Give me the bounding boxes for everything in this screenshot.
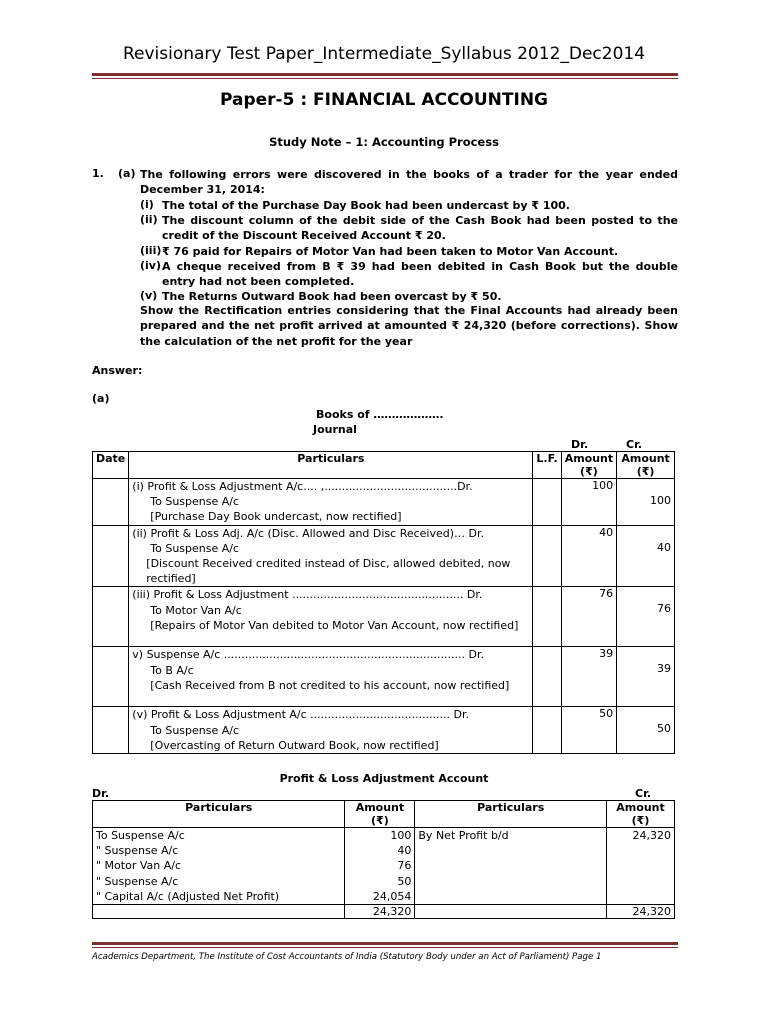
cr-amount: 50 [617, 707, 675, 754]
lf-cell [533, 587, 561, 647]
particulars-cell [129, 587, 533, 647]
question-intro: The following errors were discovered in the books of a trader for the year ended December 31, 2014: [140, 168, 678, 197]
error-text: A cheque received from B ₹ 39 had been debited in Cash Book but the double entry had not been completed. [162, 260, 678, 289]
credit-amount: 24,320 [632, 829, 671, 842]
dr-amount: 40 [561, 525, 616, 587]
question-number: 1. [92, 167, 104, 180]
amount-dr-header: Amount (₹) [561, 452, 616, 479]
debit-amount: 100 [390, 829, 412, 842]
credit-amounts [607, 828, 675, 905]
total-left-label [93, 905, 345, 919]
question-part: (a) [118, 167, 136, 180]
cr-amount: 40 [617, 525, 675, 587]
entry-debit-line: (iii) Profit & Loss Adjustment ................................................. Dr. [132, 588, 483, 602]
particulars-cell [129, 707, 533, 754]
entry-narration: [Discount Received credited instead of Disc, allowed debited, now rectified] [146, 557, 511, 586]
pl-cr-label: Cr. [635, 787, 652, 800]
entry-debit-line: v) Suspense A/c ..................................................................... Dr. [132, 648, 484, 662]
error-text: The Returns Outward Book had been overcast by ₹ 50. [162, 290, 502, 303]
entry-credit-line: To Suspense A/c [150, 723, 240, 737]
particulars-cell [129, 479, 533, 526]
lf-cell [533, 707, 561, 754]
paper-title: Paper-5 : FINANCIAL ACCOUNTING [219, 90, 549, 110]
entry-credit-line: To Suspense A/c [150, 495, 240, 509]
journal-entry-row [93, 647, 675, 707]
credit-particulars [415, 828, 607, 905]
entry-narration: [Cash Received from B not credited to his account, now rectified] [150, 678, 510, 692]
debit-particulars [93, 828, 345, 905]
credit-item: By Net Profit b/d [418, 829, 509, 842]
footer-rule [92, 942, 678, 945]
cr-amount: 39 [617, 647, 675, 707]
pl-body-row [93, 828, 675, 905]
lf-header: L.F. [533, 452, 561, 479]
error-text: The discount column of the debit side of the Cash Book had been posted to the credit of the Discount Received Account ₹ 20. [162, 214, 678, 243]
error-text: ₹ 76 paid for Repairs of Motor Van had been taken to Motor Van Account. [162, 245, 619, 258]
header-rule [92, 73, 678, 76]
particulars-right-header: Particulars [415, 801, 607, 828]
entry-debit-line: (ii) Profit & Loss Adj. A/c (Disc. Allowed and Disc Received)… Dr. [132, 526, 485, 540]
journal-entry-row [93, 479, 675, 526]
lf-cell [533, 647, 561, 707]
journal-header-row [93, 452, 675, 479]
dr-amount: 50 [561, 707, 616, 754]
amount-left-header: Amount (₹) [345, 801, 415, 828]
journal-cr-label: Cr. [626, 438, 643, 451]
journal-entry-row [93, 525, 675, 587]
entry-narration: [Purchase Day Book undercast, now rectified] [150, 510, 402, 524]
entry-debit-line: (v) Profit & Loss Adjustment A/c ........................................ Dr. [132, 708, 470, 722]
page-footer: Academics Department, The Institute of Cost Accountants of India (Statutory Body under an Act of Parliament) Page 1 [92, 952, 602, 962]
debit-amounts [345, 828, 415, 905]
pl-adjustment-table [92, 800, 675, 919]
entry-credit-line: To Suspense A/c [150, 541, 240, 555]
journal-entry-row [93, 587, 675, 647]
debit-item: " Suspense A/c [96, 874, 179, 888]
question-instruction: Show the Rectification entries considering that the Final Accounts had already been prepared and the net profit arrived at amounted ₹ 24,320 (before corrections). Show the calculation of the net profit for the year [140, 304, 678, 348]
pl-account-title: Profit & Loss Adjustment Account [279, 772, 489, 785]
dr-amount: 100 [561, 479, 616, 526]
error-number: (iii) [140, 244, 162, 257]
debit-amount: 76 [397, 859, 412, 873]
journal-entry-row [93, 707, 675, 754]
dr-amount: 76 [561, 587, 616, 647]
date-cell [93, 647, 129, 707]
footer-rule-thin [92, 947, 678, 948]
total-right-label [415, 905, 607, 919]
date-header: Date [93, 452, 129, 479]
entry-narration: [Overcasting of Return Outward Book, now rectified] [150, 738, 439, 752]
date-cell [93, 479, 129, 526]
entry-debit-line: (i) Profit & Loss Adjustment A/c.... ,......................................Dr. [132, 480, 473, 493]
debit-amount: 24,054 [372, 889, 412, 903]
entry-credit-line: To Motor Van A/c [150, 603, 242, 617]
books-of-label: Books of ………………. [316, 408, 444, 421]
date-cell [93, 707, 129, 754]
journal-table [92, 451, 675, 754]
pl-dr-label: Dr. [92, 787, 110, 800]
debit-item: To Suspense A/c [96, 829, 185, 842]
journal-dr-label: Dr. [571, 438, 589, 451]
answer-part: (a) [92, 392, 110, 405]
particulars-cell [129, 647, 533, 707]
debit-item: " Motor Van A/c [96, 859, 181, 873]
page-header: Revisionary Test Paper_Intermediate_Syllabus 2012_Dec2014 [122, 44, 646, 64]
debit-amount: 50 [397, 874, 412, 888]
error-text: The total of the Purchase Day Book had been undercast by ₹ 100. [162, 199, 570, 212]
lf-cell [533, 525, 561, 587]
date-cell [93, 587, 129, 647]
amount-right-header: Amount (₹) [607, 801, 675, 828]
total-right-amount: 24,320 [607, 905, 675, 919]
particulars-cell [129, 525, 533, 587]
error-number: (ii) [140, 213, 158, 226]
error-number: (v) [140, 289, 158, 302]
error-number: (i) [140, 198, 154, 211]
cr-amount: 76 [617, 587, 675, 647]
debit-item: " Capital A/c (Adjusted Net Profit) [96, 889, 280, 903]
entry-narration: [Repairs of Motor Van debited to Motor Van Account, now rectified] [150, 618, 519, 632]
dr-amount: 39 [561, 647, 616, 707]
particulars-header: Particulars [129, 452, 533, 479]
debit-amount: 40 [397, 844, 412, 858]
answer-label: Answer: [92, 364, 143, 377]
entry-credit-line: To B A/c [150, 663, 194, 677]
lf-cell [533, 479, 561, 526]
header-rule-thin [92, 78, 678, 79]
pl-header-row [93, 801, 675, 828]
error-number: (iv) [140, 259, 161, 272]
amount-cr-header: Amount (₹) [617, 452, 675, 479]
date-cell [93, 525, 129, 587]
cr-amount: 100 [617, 479, 675, 526]
pl-total-row [93, 905, 675, 919]
study-note-heading: Study Note – 1: Accounting Process [269, 135, 499, 149]
total-left-amount: 24,320 [345, 905, 415, 919]
particulars-left-header: Particulars [93, 801, 345, 828]
journal-label: Journal [313, 423, 357, 436]
debit-item: " Suspense A/c [96, 844, 179, 858]
